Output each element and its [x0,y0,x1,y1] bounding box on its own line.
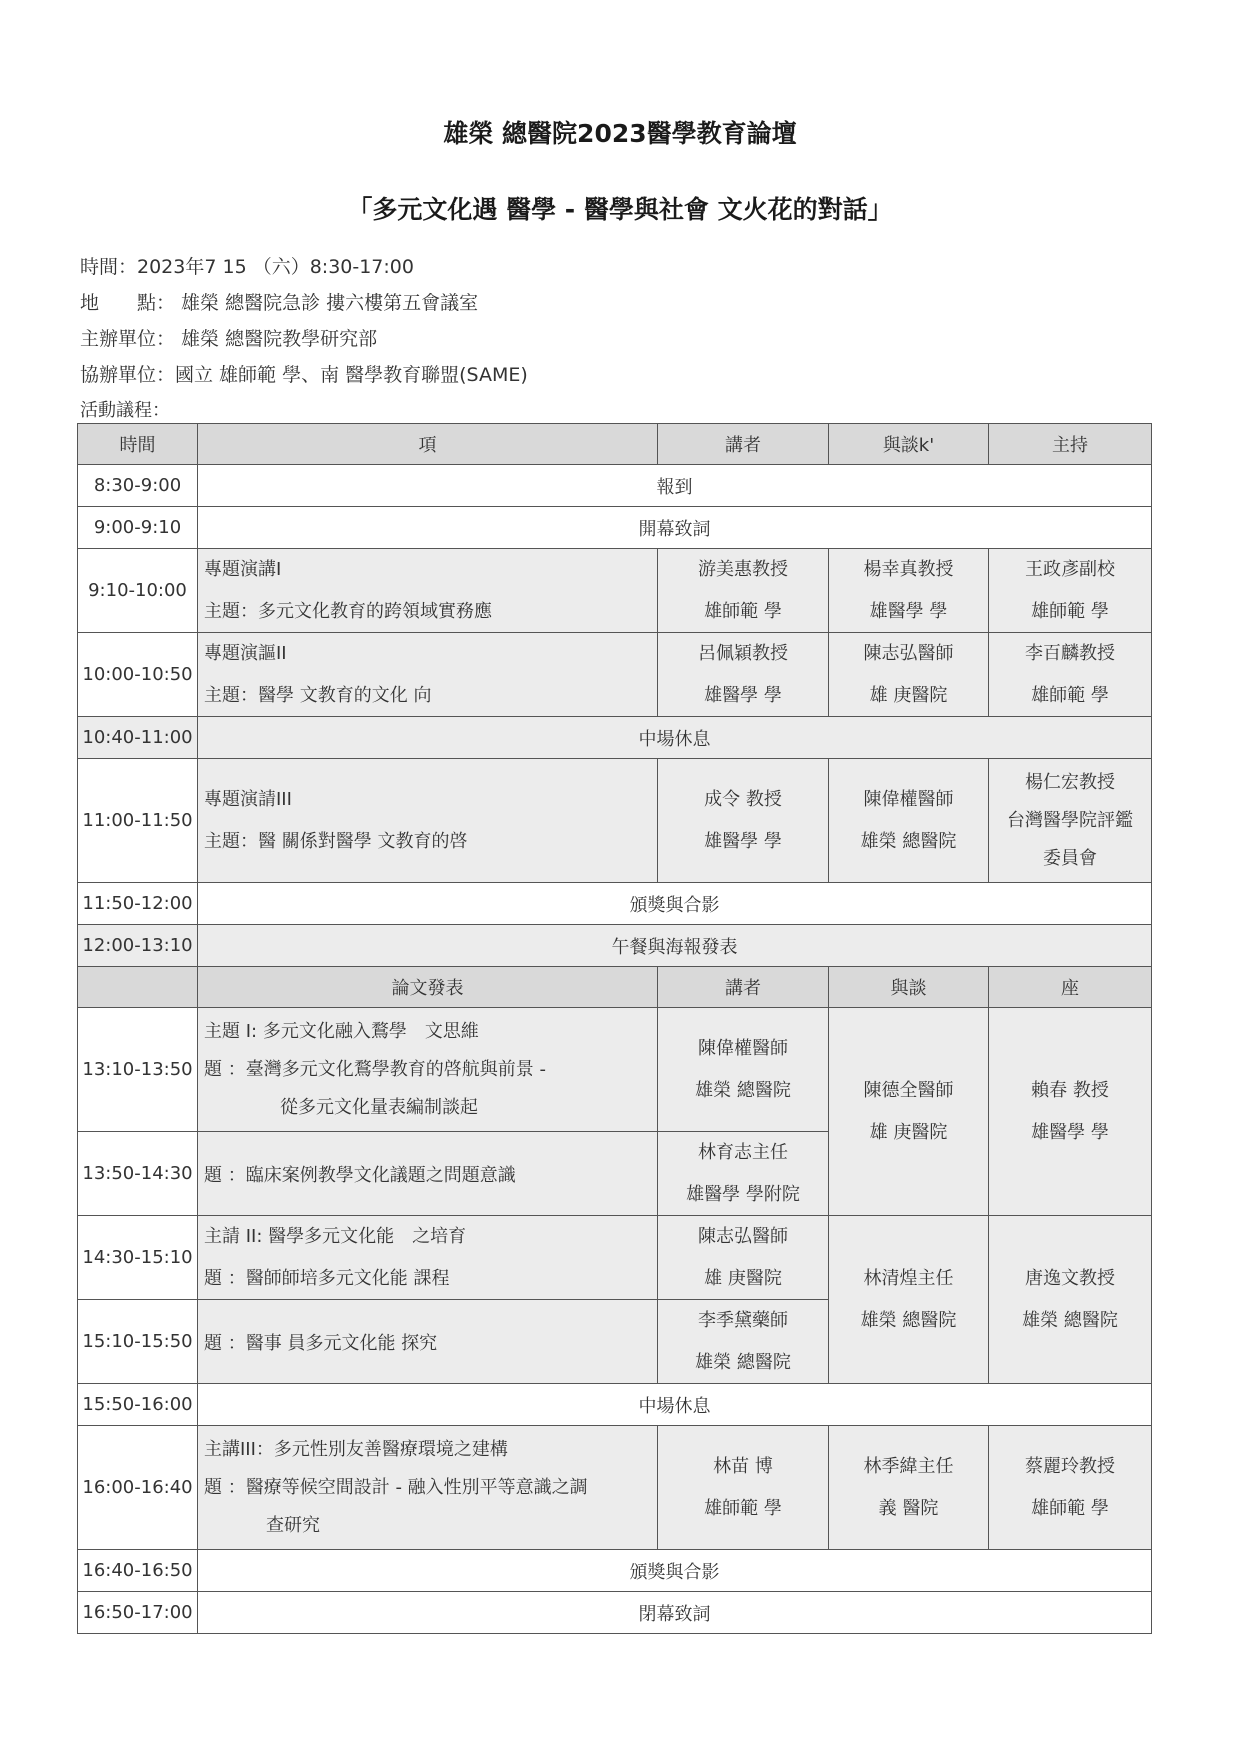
host-name: 楊仁宏教授 [1025,771,1115,793]
panelist-org: 義 醫院 [878,1497,939,1519]
row-host [989,1426,1152,1550]
item-line: 主題：多元文化教育的跨領域實務應 [204,600,492,622]
speaker-org: 雄榮 總醫院 [695,1351,791,1373]
table-row [78,633,1152,717]
item-line: 題 ：臺灣多元文化鶩學教育的啓航與前景 - [204,1058,546,1080]
table-row [78,507,1152,549]
item-line: 從多元文化量表編制談起 [280,1096,478,1118]
row-host [989,1216,1152,1384]
header-speaker: 講者 [658,424,829,465]
item-line: 題 ：醫師師培多元文化能 課程 [204,1267,450,1289]
item-line: 主題：醫學 文教育的文化 向 [204,684,432,706]
row-host [989,1008,1152,1216]
event-cohost: 協辦單位：國立 雄師範 學、南 醫學教育聯盟(SAME) [80,364,528,386]
item-line: 題 ：臨床案例教學文化議題之問題意識 [204,1164,516,1186]
row-time: 11:50-12:00 [78,883,198,925]
row-item [198,1216,658,1300]
event-place: 地 點： 雄榮 總醫院急診 摟六樓第五會議室 [80,292,479,314]
row-time: 8:30-9:00 [78,465,198,507]
speaker-org: 雄醫學 學 [704,830,782,852]
host-org: 雄師範 學 [1031,600,1109,622]
row-item [198,1300,658,1384]
speaker-org: 雄醫學 學附院 [686,1183,800,1205]
table-row [78,883,1152,925]
table-row [78,465,1152,507]
header-host: 主持 [989,424,1152,465]
speaker-org: 雄榮 總醫院 [695,1079,791,1101]
host-org: 雄師範 學 [1031,684,1109,706]
speaker-name: 林苗 博 [713,1455,773,1477]
speaker-name: 林育志主任 [698,1141,788,1163]
row-item [198,549,658,633]
row-speaker [658,759,829,883]
header-item: 項 [198,424,658,465]
row-speaker [658,1300,829,1384]
panelist-name: 林清煌主任 [863,1267,954,1289]
speaker-name: 陳志弘醫師 [698,1225,788,1247]
row-item: 開幕致詞 [198,507,1152,549]
row-item: 中場休息 [198,717,1152,759]
panelist-name: 陳偉權醫師 [863,788,954,810]
row-panelist [829,633,989,717]
subheader-time [78,967,198,1008]
host-name: 李百麟教授 [1025,642,1115,664]
row-time: 16:40-16:50 [78,1550,198,1592]
subheader-speaker: 講者 [658,967,829,1008]
row-time: 16:50-17:00 [78,1592,198,1634]
host-name: 蔡麗玲教授 [1025,1455,1115,1477]
row-speaker [658,1426,829,1550]
subheader-host: 座 [989,967,1152,1008]
row-speaker [658,549,829,633]
page-subtitle: 「多元文化遇 醫學 - 醫學與社會 文火花的對話」 [347,195,893,224]
panelist-name: 楊幸真教授 [863,558,954,580]
item-line: 題 ：醫療等候空間設計 - 融入性別平等意識之調 [204,1476,588,1498]
row-item: 閉幕致詞 [198,1592,1152,1634]
item-line: 主講III：多元性別友善醫療環境之建構 [204,1438,508,1460]
agenda-label: 活動議程： [80,400,170,421]
row-item: 頒獎與合影 [198,1550,1152,1592]
row-speaker [658,1008,829,1132]
host-org: 雄醫學 學 [1031,1121,1109,1143]
row-time: 15:10-15:50 [78,1300,198,1384]
table-row [78,1384,1152,1426]
table-row [78,549,1152,633]
item-line: 專題演謳II [204,642,287,664]
table-row [78,1426,1152,1550]
panelist-org: 雄 庚醫院 [869,1121,948,1143]
item-line: 查研究 [266,1514,320,1536]
speaker-name: 呂佩穎教授 [698,642,788,664]
row-time: 10:00-10:50 [78,633,198,717]
row-time: 13:50-14:30 [78,1132,198,1216]
page-title: 雄榮 總醫院2023醫學教育論壇 [443,119,797,148]
row-item: 中場休息 [198,1384,1152,1426]
speaker-name: 成令 教授 [704,788,782,810]
event-host: 主辦單位： 雄榮 總醫院教學研究部 [80,328,378,350]
speaker-org: 雄師範 學 [704,1497,782,1519]
row-host [989,549,1152,633]
panelist-name: 林季緯主任 [863,1455,954,1477]
host-name: 賴春 教授 [1031,1079,1109,1101]
row-speaker [658,1216,829,1300]
item-line: 專題演請III [204,788,292,810]
row-item: 頒獎與合影 [198,883,1152,925]
row-panelist [829,1426,989,1550]
speaker-name: 陳偉權醫師 [698,1037,788,1059]
speaker-org: 雄醫學 學 [704,684,782,706]
row-panelist [829,549,989,633]
header-time: 時間 [78,424,198,465]
item-line: 主請 II: 醫學多元文化能 之培育 [204,1225,467,1247]
row-item [198,759,658,883]
row-item: 午餐與海報發表 [198,925,1152,967]
event-time: 時間：2023年7 15 （六）8:30-17:00 [80,256,414,278]
table-header-row [78,424,1152,465]
table-row [78,925,1152,967]
row-item [198,633,658,717]
host-name: 唐逸文教授 [1025,1267,1115,1289]
host-org: 委員會 [1043,847,1097,869]
panelist-name: 陳德全醫師 [863,1079,954,1101]
panelist-org: 雄 庚醫院 [869,684,948,706]
item-line: 主題：醫 關係對醫學 文教育的啓 [204,830,468,852]
panelist-org: 雄醫學 學 [869,600,948,622]
row-time: 12:00-13:10 [78,925,198,967]
row-item [198,1426,658,1550]
host-org: 雄師範 學 [1031,1497,1109,1519]
row-time: 9:10-10:00 [78,549,198,633]
row-item: 報到 [198,465,1152,507]
row-speaker [658,633,829,717]
subheader-papers: 論文發表 [198,967,658,1008]
table-row [78,717,1152,759]
row-host [989,759,1152,883]
row-time: 13:10-13:50 [78,1008,198,1132]
row-panelist [829,1216,989,1384]
table-row [78,1550,1152,1592]
speaker-name: 游美惠教授 [698,558,788,580]
table-row [78,1008,1152,1132]
host-org: 雄榮 總醫院 [1022,1309,1118,1331]
header-panelist: 與談k' [829,424,989,465]
row-panelist [829,1008,989,1216]
row-time: 10:40-11:00 [78,717,198,759]
speaker-name: 李季黛藥師 [698,1309,788,1331]
row-time: 11:00-11:50 [78,759,198,883]
row-host [989,633,1152,717]
subheader-panelist: 與談 [829,967,989,1008]
speaker-org: 雄師範 學 [704,600,782,622]
speaker-org: 雄 庚醫院 [704,1267,782,1289]
panelist-org: 雄榮 總醫院 [860,830,957,852]
row-item [198,1008,658,1132]
item-line: 專題演講I [204,558,282,580]
table-row [78,759,1152,883]
host-org: 台灣醫學院評鑑 [1007,809,1133,831]
row-time: 16:00-16:40 [78,1426,198,1550]
schedule-table [77,423,1152,1634]
item-line: 題 ：醫事 員多元文化能 探究 [204,1332,438,1354]
row-time: 15:50-16:00 [78,1384,198,1426]
row-time: 9:00-9:10 [78,507,198,549]
table-row [78,1216,1152,1300]
table-row [78,1592,1152,1634]
item-line: 主題 I: 多元文化融入鶩學 文思維 [204,1020,479,1042]
panelist-org: 雄榮 總醫院 [860,1309,957,1331]
table-subheader-row [78,967,1152,1008]
panelist-name: 陳志弘醫師 [863,642,954,664]
row-item [198,1132,658,1216]
host-name: 王政彥副校 [1025,558,1115,580]
row-panelist [829,759,989,883]
row-time: 14:30-15:10 [78,1216,198,1300]
row-speaker [658,1132,829,1216]
